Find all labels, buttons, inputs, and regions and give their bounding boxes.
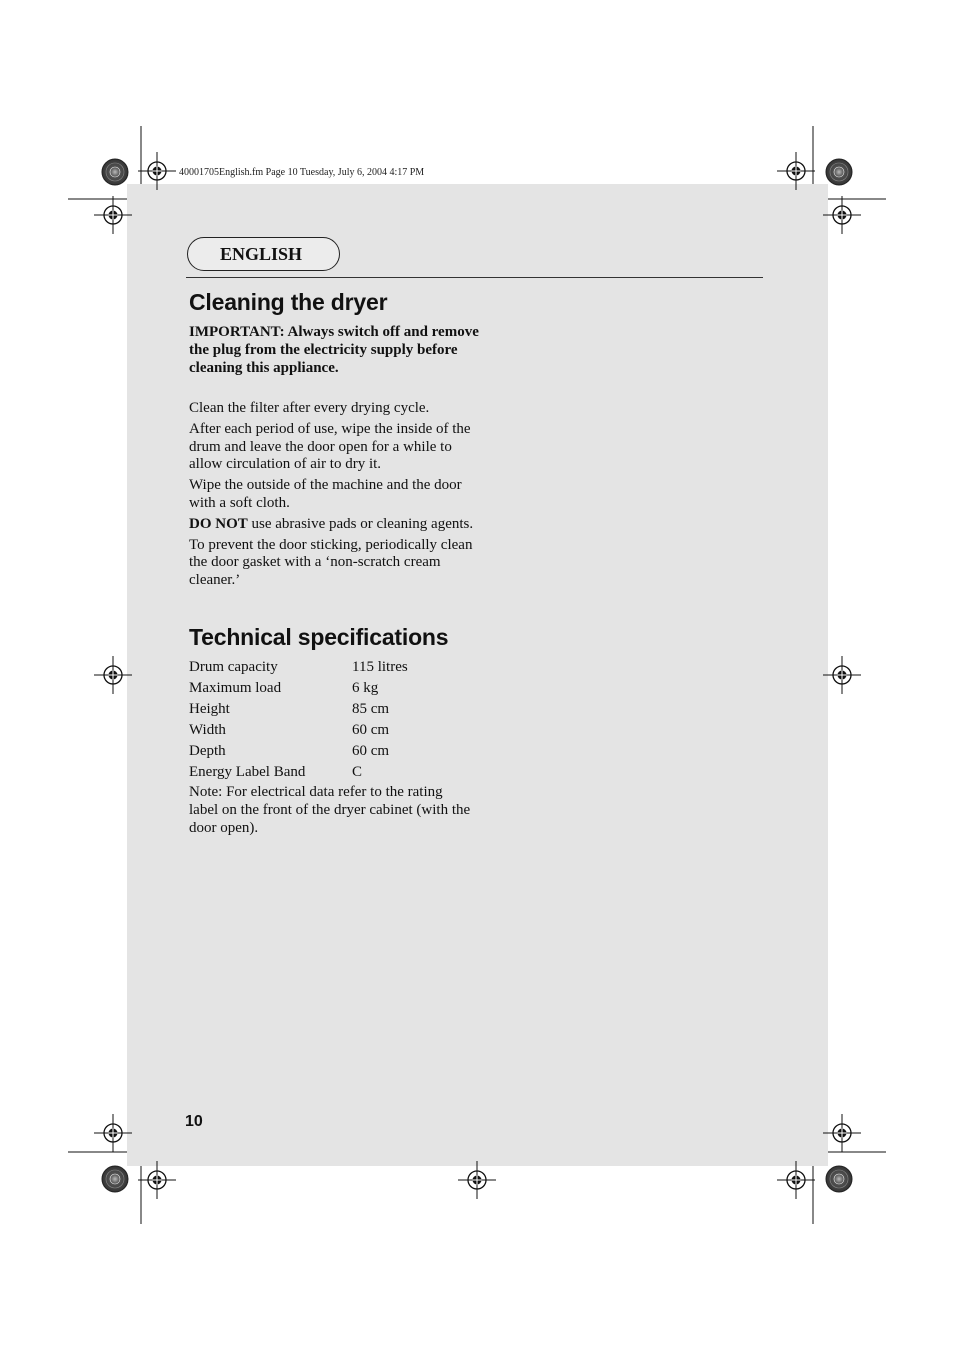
abrasive-text: use abrasive pads or cleaning agents.: [247, 515, 474, 532]
spec-label: Energy Label Band: [189, 764, 306, 780]
paragraph-filter: Clean the filter after every drying cycle.: [189, 400, 430, 416]
paragraph-gasket: To prevent the door sticking, periodically clean the door gasket with a ‘non-scratch cream cleaner.’: [189, 536, 473, 588]
spec-row: [189, 741, 479, 762]
paragraph-abrasive: [189, 516, 474, 534]
important-warning: IMPORTANT: Always switch off and remove the plug from the electricity supply before cleaning this appliance.: [189, 324, 479, 376]
spec-label: Height: [189, 701, 230, 717]
cleaning-instructions: [189, 400, 474, 593]
spec-value: C: [352, 764, 363, 780]
cleaning-heading: Cleaning the dryer: [189, 289, 388, 315]
spec-row: [189, 678, 479, 699]
electrical-note: Note: For electrical data refer to the rating label on the front of the dryer cabinet (with the door open).: [189, 784, 471, 836]
paragraph-outside: Wipe the outside of the machine and the door with a soft cloth.: [189, 477, 462, 511]
spec-value: 115 litres: [352, 659, 408, 675]
do-not-label: DO NOT: [189, 515, 248, 532]
spec-label: Maximum load: [189, 680, 282, 696]
spec-row: [189, 762, 479, 783]
spec-value: 85 cm: [352, 701, 390, 717]
specs-table: [189, 657, 479, 783]
spec-value: 60 cm: [352, 743, 390, 759]
spec-label: Drum capacity: [189, 659, 278, 675]
language-tab: ENGLISH: [187, 237, 340, 271]
spec-label: Width: [189, 722, 226, 738]
spec-row: [189, 699, 479, 720]
file-info-header: 40001705English.fm Page 10 Tuesday, July 6, 2004 4:17 PM: [179, 167, 425, 178]
spec-row: [189, 657, 479, 678]
spec-value: 6 kg: [352, 680, 379, 696]
header-rule: [186, 277, 763, 278]
spec-value: 60 cm: [352, 722, 390, 738]
paragraph-drum: After each period of use, wipe the inside of the drum and leave the door open for a while to allow circulation of air to dry it.: [189, 421, 471, 472]
spec-row: [189, 720, 479, 741]
technical-heading: Technical specifications: [189, 624, 449, 650]
spec-label: Depth: [189, 743, 226, 759]
page-number: 10: [185, 1113, 203, 1130]
